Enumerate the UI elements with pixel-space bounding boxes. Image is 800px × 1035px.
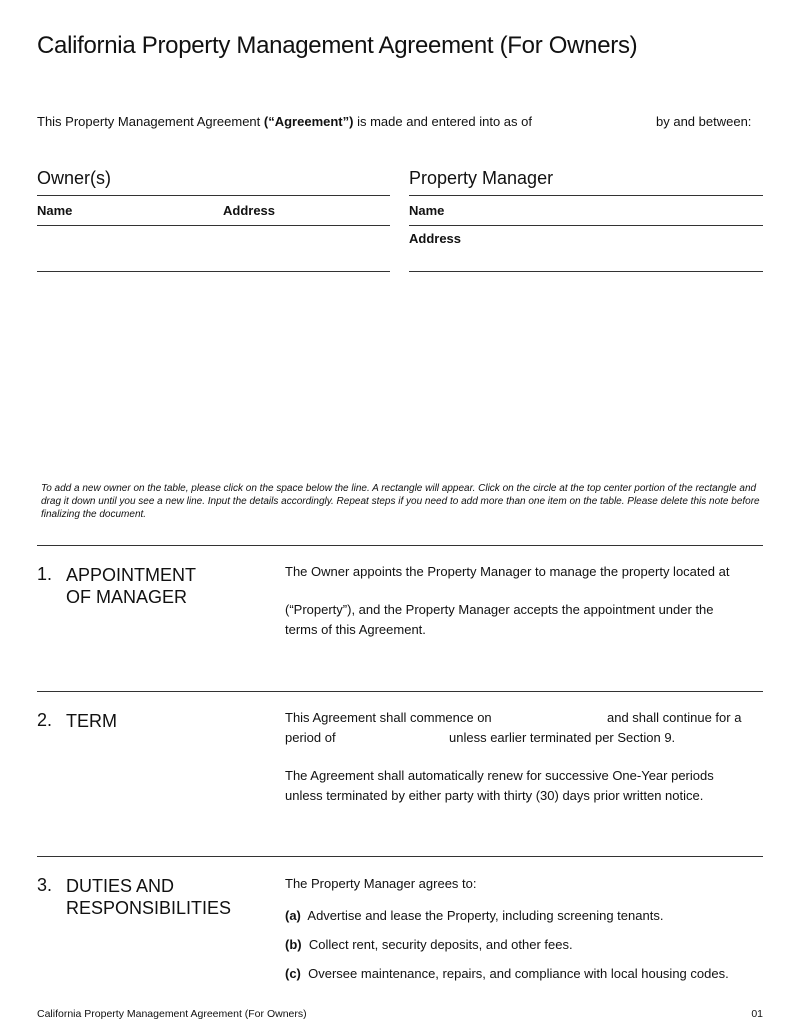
manager-row-line[interactable] — [409, 271, 763, 272]
section-text: This Agreement shall commence on — [285, 710, 492, 725]
section-text: The Property Manager agrees to: — [285, 876, 477, 891]
manager-address-label: Address — [409, 231, 462, 246]
list-item — [285, 964, 729, 984]
section-text: (“Property”), and the Property Manager accepts the appointment under the terms of this Agreement. — [285, 602, 714, 637]
list-item — [285, 935, 573, 955]
section-number: 3. — [37, 875, 53, 895]
list-marker: (c) — [285, 966, 301, 981]
page-number: 01 — [751, 1008, 763, 1020]
intro-text — [37, 114, 532, 129]
list-marker: (b) — [285, 937, 302, 952]
section-title — [66, 875, 231, 919]
manager-name-label: Name — [409, 203, 445, 218]
section-title-line: DUTIES AND — [66, 876, 175, 896]
owners-heading: Owner(s) — [37, 168, 112, 188]
list-text: Collect rent, security deposits, and other fees. — [308, 937, 573, 952]
section-number: 1. — [37, 564, 53, 584]
intro-after: is made and entered into as of — [353, 114, 532, 129]
list-item — [285, 906, 663, 926]
instruction-note: To add a new owner on the table, please click on the space below the line. A rectangle will appear. Click on the circle at the top center portion of the rectangle and drag it down until you see a new line. Input the details accordingly. Repeat steps if you need to add more than one item on the table. Please delete this note before finalizing the document. — [41, 483, 760, 520]
owner-name-label: Name — [37, 203, 73, 218]
page-title: California Property Management Agreement (For Owners) — [37, 32, 638, 59]
intro-before: This Property Management Agreement — [37, 114, 264, 129]
section-title — [66, 564, 196, 608]
section-text: The Owner appoints the Property Manager to manage the property located at — [285, 564, 730, 579]
section-text: The Agreement shall automatically renew for successive One-Year periods unless terminated by either party with thirty (30) days prior written notice. — [285, 768, 714, 803]
section-text: unless earlier terminated per Section 9. — [449, 730, 676, 745]
section-text: period of — [285, 730, 336, 745]
manager-heading: Property Manager — [409, 168, 554, 188]
divider — [409, 225, 763, 226]
section-divider — [37, 545, 763, 546]
section-title-line: OF MANAGER — [66, 587, 188, 607]
list-text: Advertise and lease the Property, including screening tenants. — [307, 908, 664, 923]
owner-address-label: Address — [223, 203, 276, 218]
divider — [37, 225, 390, 226]
section-divider — [37, 856, 763, 857]
divider — [37, 195, 390, 196]
section-text: and shall continue for a — [607, 710, 742, 725]
list-marker: (a) — [285, 908, 301, 923]
section-title-line: APPOINTMENT — [66, 565, 197, 585]
intro-bold: (“Agreement”) — [263, 114, 354, 129]
section-divider — [37, 691, 763, 692]
section-title: TERM — [66, 711, 117, 731]
footer-title: California Property Management Agreement (For Owners) — [37, 1008, 307, 1020]
section-title-line: RESPONSIBILITIES — [66, 898, 232, 918]
intro-end: by and between: — [656, 114, 752, 129]
list-text: Oversee maintenance, repairs, and compliance with local housing codes. — [308, 966, 729, 981]
owner-row-line[interactable] — [37, 271, 390, 272]
section-number: 2. — [37, 710, 53, 730]
divider — [409, 195, 763, 196]
